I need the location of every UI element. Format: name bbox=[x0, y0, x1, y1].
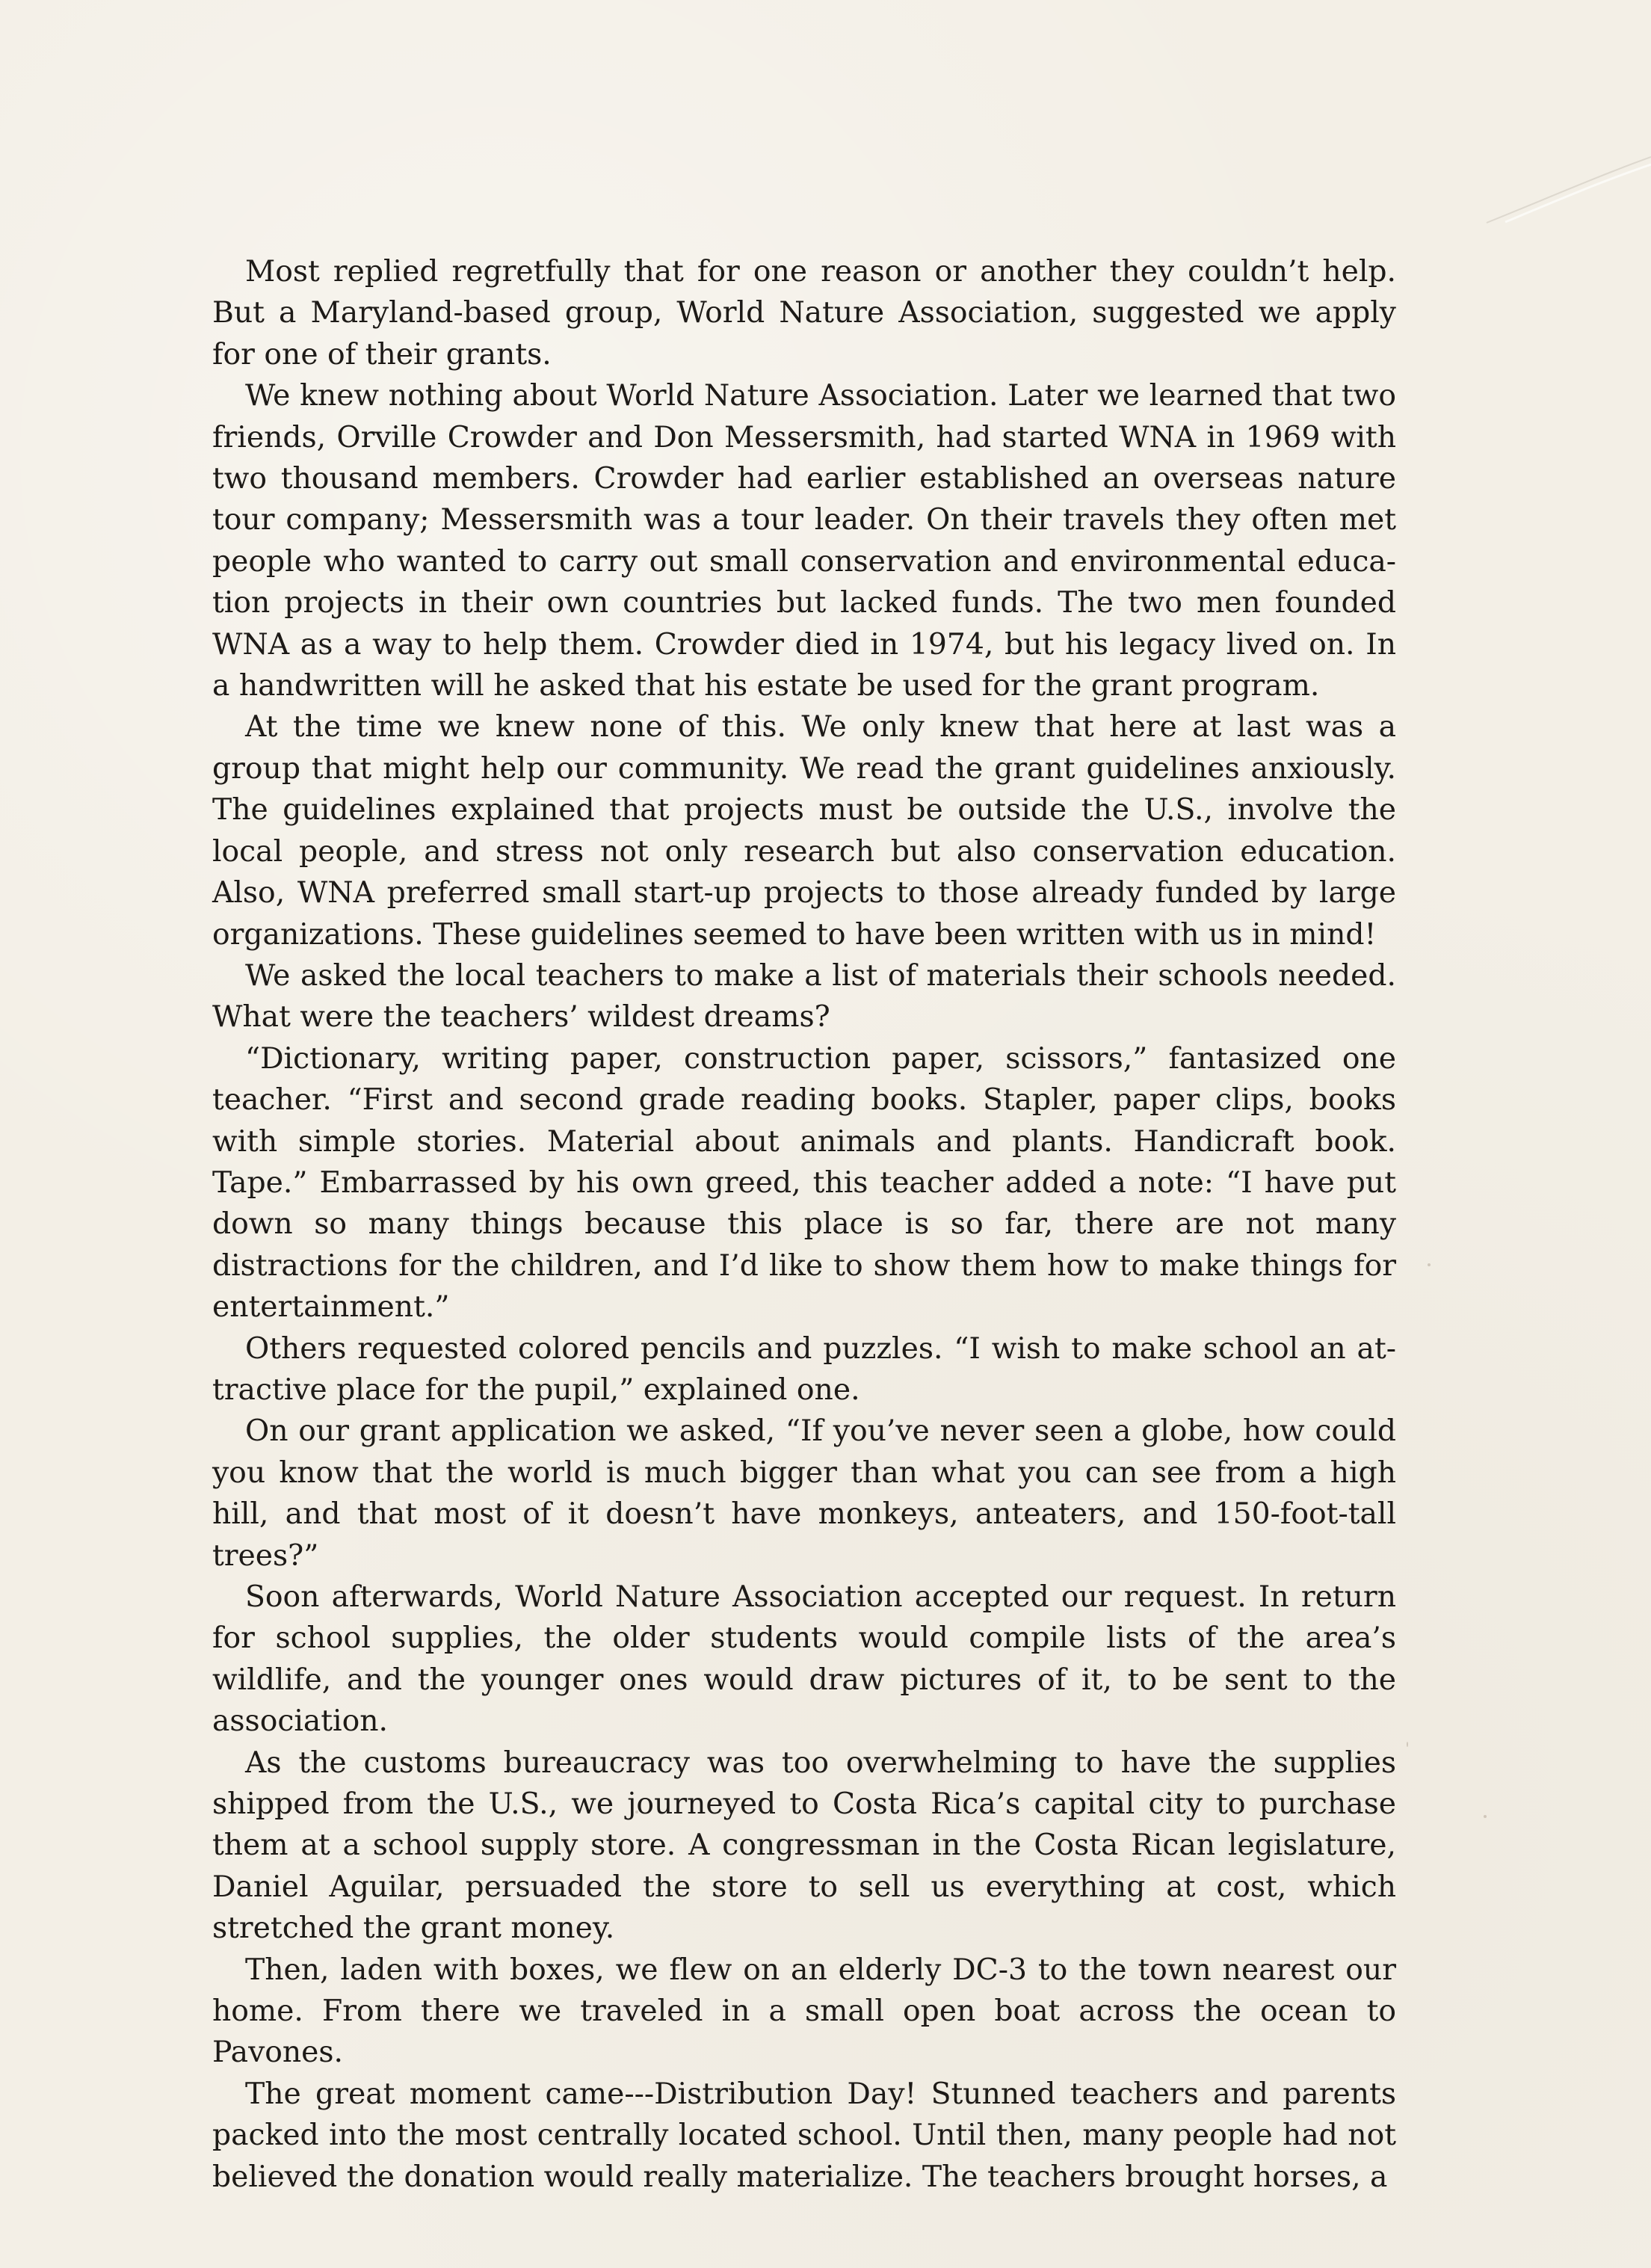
paragraph: On our grant application we asked, “If you’ve never seen a globe, how could you know that the world is much bigger than what you can see from a high hill, and that most of it doesn’t have monkeys, anteaters, and 150-foot-tall trees?” bbox=[212, 1414, 1396, 1573]
paragraph: We knew nothing about World Nature Association. Later we learned that two friends, Orville Crowder and Don Messersmith, had started WNA in 1969 with two thousand members. Crowder had earlier established an overseas nature tour company; Messersmith was a tour leader. On their travels they often met people who wanted to carry out small conservation and environmental educa-tion projects in their own countries but lacked funds. The two men founded WNA as a way to help them. Crowder died in 1974, but his legacy lived on. In a handwritten will he asked that his estate be used for the grant program. bbox=[212, 379, 1396, 703]
paragraph: At the time we knew none of this. We only knew that here at last was a group that might help our community. We read the grant guidelines anxiously. The guidelines explained that projects must be outside the U.S., involve the local people, and stress not only research but also conservation education. Also, WNA preferred small start-up projects to those already funded by large organizations. These guidelines seemed to have been written with us in mind! bbox=[212, 710, 1396, 952]
paragraph: Most replied regretfully that for one reason or another they couldn’t help. But a Maryland-based group, World Nature Association, suggested we apply for one of their grants. bbox=[212, 255, 1396, 372]
paragraph: Soon afterwards, World Nature Association accepted our request. In return for school supplies, the older students would compile lists of the area’s wildlife, and the younger ones would draw pictures of it, to be sent to the association. bbox=[212, 1580, 1396, 1739]
paragraph: Others requested colored pencils and puzzles. “I wish to make school an at-tractive place for the pupil,” explained one. bbox=[212, 1331, 1396, 1407]
paragraph: We asked the local teachers to make a list of materials their schools needed. What were the teachers’ wildest dreams? bbox=[212, 958, 1396, 1035]
paragraph: Then, laden with boxes, we flew on an elderly DC-3 to the town nearest our home. From there we traveled in a small open boat across the ocean to Pavones. bbox=[212, 1953, 1396, 2070]
paragraph: The great moment came---Distribution Day! Stunned teachers and parents packed into the most centrally located school. Until then, many people had not believed the donation would really materialize. The teachers brought horses, a bbox=[212, 2077, 1396, 2194]
article-text bbox=[212, 251, 1396, 2198]
paper-speck bbox=[1484, 1815, 1487, 1818]
paragraph: “Dictionary, writing paper, construction paper, scissors,” fantasized one teacher. “First and second grade reading books. Stapler, paper clips, books with simple stories. Material about animals and plants. Handicraft book. Tape.” Embarrassed by his own greed, this teacher added a note: “I have put down so many things because this place is so far, there are not many distractions for the children, and I’d like to show them how to make things for entertainment.” bbox=[212, 1041, 1396, 1325]
paper-fold-mark bbox=[1412, 0, 1651, 254]
paragraph: As the customs bureaucracy was too overwhelming to have the supplies shipped from the U.S., we journeyed to Costa Rica’s capital city to purchase them at a school supply store. A congressman in the Costa Rican legislature, Daniel Aguilar, persuaded the store to sell us everything at cost, which stretched the grant money. bbox=[212, 1745, 1396, 1946]
paper-speck bbox=[1428, 1263, 1431, 1266]
paper-speck bbox=[1407, 1742, 1408, 1747]
